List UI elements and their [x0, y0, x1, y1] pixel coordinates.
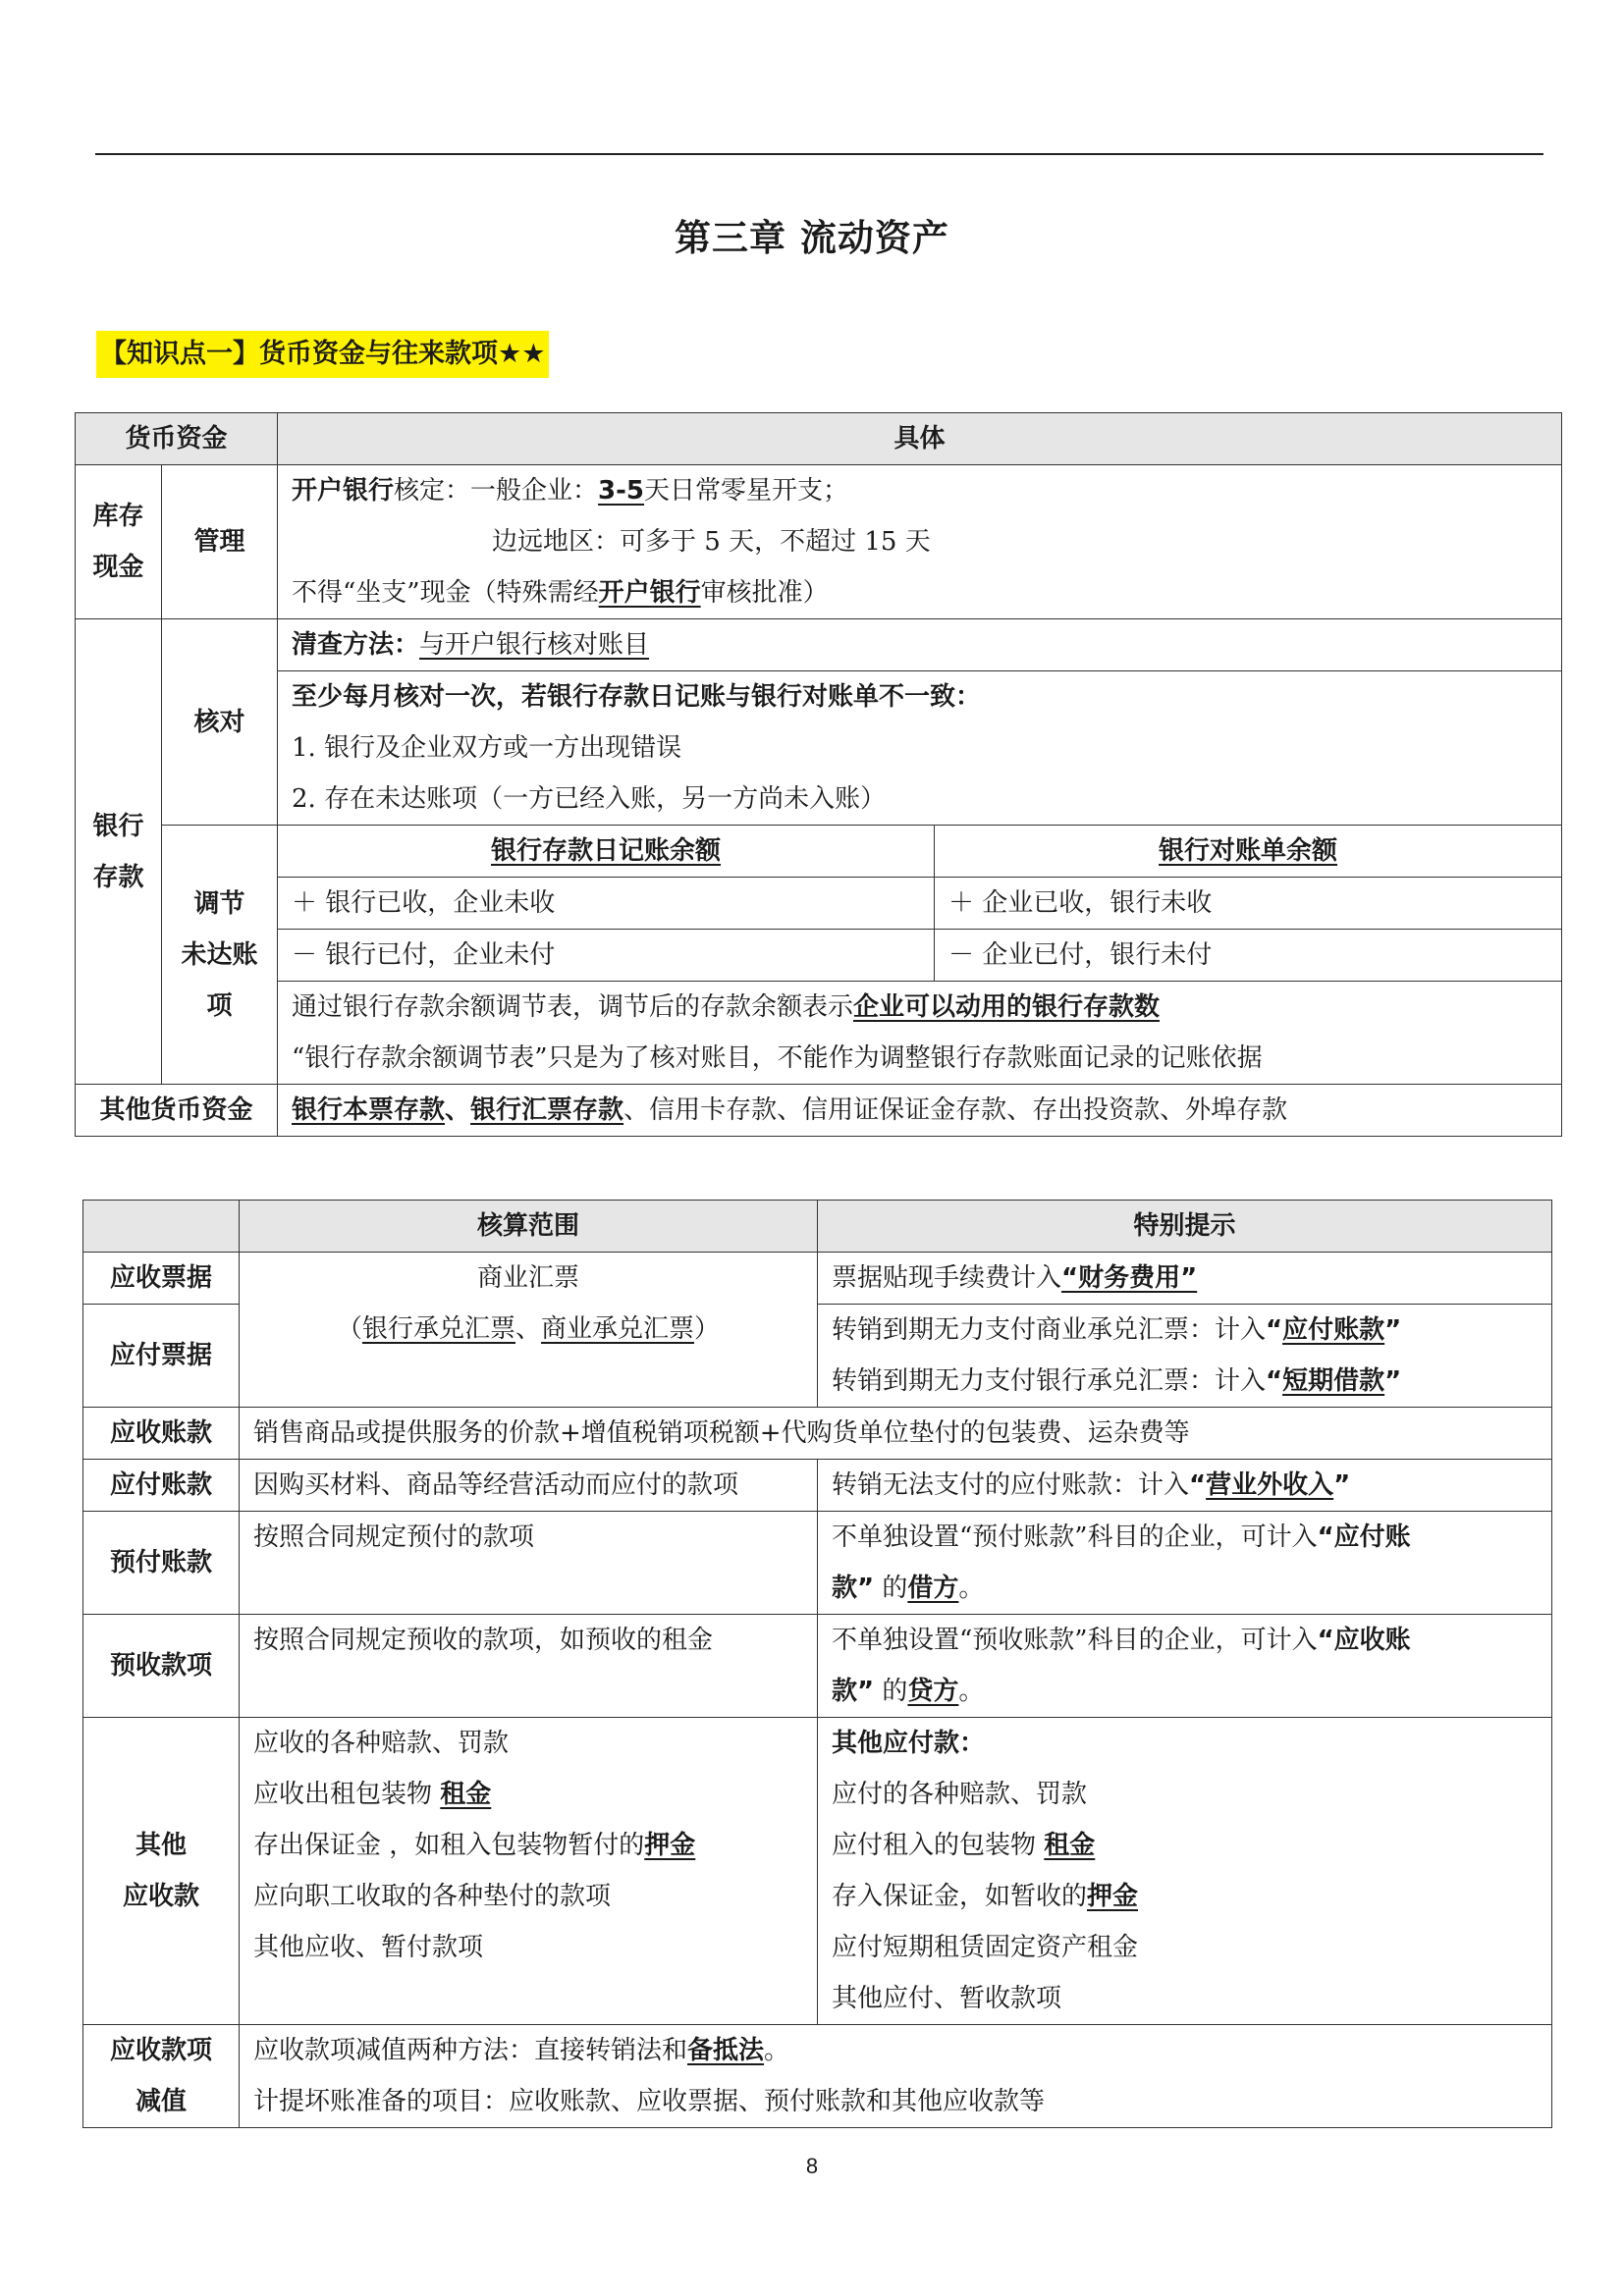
bank-check-method: 清查方法：与开户银行核对账目	[278, 619, 1562, 671]
other-funds-detail: 银行本票存款、银行汇票存款、信用卡存款、信用证保证金存款、存出投资款、外埠存款	[278, 1085, 1562, 1137]
accounts-payable-scope: 因购买材料、商品等经营活动而应付的款项	[240, 1460, 818, 1512]
cash-label: 库存 现金	[76, 465, 162, 619]
adjust-col-bank-journal: 银行存款日记账余额	[278, 826, 935, 878]
receivables-payables-table	[82, 1200, 1552, 2128]
chapter-title: 第三章 流动资产	[675, 217, 949, 259]
header-rule	[95, 153, 1543, 155]
col-header-tip: 特别提示	[818, 1201, 1552, 1253]
knowledge-point-heading: 【知识点一】货币资金与往来款项★★	[96, 331, 549, 378]
bank-verify-detail: 至少每月核对一次，若银行存款日记账与银行对账单不一致： 1. 银行及企业双方或一方出现错误 2. 存在未达账项（一方已经入账，另一方尚未入账）	[278, 671, 1562, 826]
col-header-monetary-funds: 货币资金	[76, 413, 278, 465]
notes-receivable-label: 应收票据	[83, 1253, 240, 1305]
accounts-payable-tip: 转销无法支付的应付账款：计入“营业外收入”	[818, 1460, 1552, 1512]
accounts-receivable-scope: 销售商品或提供服务的价款+增值税销项税额+代购货单位垫付的包装费、运杂费等	[240, 1408, 1552, 1460]
notes-payable-label: 应付票据	[83, 1305, 240, 1408]
prepaid-scope: 按照合同规定预付的款项	[240, 1512, 818, 1615]
cash-management-detail: 开户银行核定：一般企业：3-5天日常零星开支； 边远地区：可多于 5 天，不超过 15 天 不得“坐支”现金（特殊需经开户银行审核批准）	[278, 465, 1562, 619]
bank-deposit-label: 银行 存款	[76, 619, 162, 1085]
advance-scope: 按照合同规定预收的款项，如预收的租金	[240, 1615, 818, 1718]
notes-scope: 商业汇票 （银行承兑汇票、商业承兑汇票）	[240, 1253, 818, 1408]
col-header-details: 具体	[278, 413, 1562, 465]
other-receivables-scope: 应收的各种赔款、罚款 应收出租包装物 租金 存出保证金 ，如租入包装物暂付的押金 应向职工收取的各种垫付的款项 其他应收、暂付款项	[240, 1718, 818, 2025]
accounts-payable-label: 应付账款	[83, 1460, 240, 1512]
bank-verify-label: 核对	[162, 619, 278, 826]
impairment-detail: 应收款项减值两种方法：直接转销法和备抵法。 计提坏账准备的项目：应收账款、应收票据、预付账款和其他应收款等	[240, 2025, 1552, 2128]
accounts-receivable-label: 应收账款	[83, 1408, 240, 1460]
adjust-row1-right: ＋ 企业已收，银行未收	[935, 878, 1562, 930]
adjust-row2-right: － 企业已付，银行未付	[935, 930, 1562, 982]
impairment-label: 应收款项 减值	[83, 2025, 240, 2128]
adjust-notes: 通过银行存款余额调节表，调节后的存款余额表示企业可以动用的银行存款数 “银行存款余额调节表”只是为了核对账目，不能作为调整银行存款账面记录的记账依据	[278, 982, 1562, 1085]
bank-adjust-label: 调节 未达账 项	[162, 826, 278, 1085]
other-funds-label: 其他货币资金	[76, 1085, 278, 1137]
cash-management-label: 管理	[162, 465, 278, 619]
cash-and-bank-table	[75, 412, 1562, 1137]
adjust-row2-left: － 银行已付，企业未付	[278, 930, 935, 982]
advance-tip: 不单独设置“预收账款”科目的企业，可计入“应收账 款” 的贷方。	[818, 1615, 1552, 1718]
prepaid-label: 预付账款	[83, 1512, 240, 1615]
adjust-row1-left: ＋ 银行已收，企业未收	[278, 878, 935, 930]
notes-payable-tip: 转销到期无力支付商业承兑汇票：计入“应付账款” 转销到期无力支付银行承兑汇票：计入“短期借款”	[818, 1305, 1552, 1408]
other-payables-tip: 其他应付款： 应付的各种赔款、罚款 应付租入的包装物 租金 存入保证金，如暂收的押金 应付短期租赁固定资产租金 其他应付、暂收款项	[818, 1718, 1552, 2025]
prepaid-tip: 不单独设置“预付账款”科目的企业，可计入“应付账 款” 的借方。	[818, 1512, 1552, 1615]
notes-receivable-tip: 票据贴现手续费计入“财务费用”	[818, 1253, 1552, 1305]
other-receivables-label: 其他 应收款	[83, 1718, 240, 2025]
col-header-scope: 核算范围	[240, 1201, 818, 1253]
adjust-col-bank-statement: 银行对账单余额	[935, 826, 1562, 878]
t2-corner	[83, 1201, 240, 1253]
page-number: 8	[805, 2154, 819, 2178]
advance-label: 预收款项	[83, 1615, 240, 1718]
